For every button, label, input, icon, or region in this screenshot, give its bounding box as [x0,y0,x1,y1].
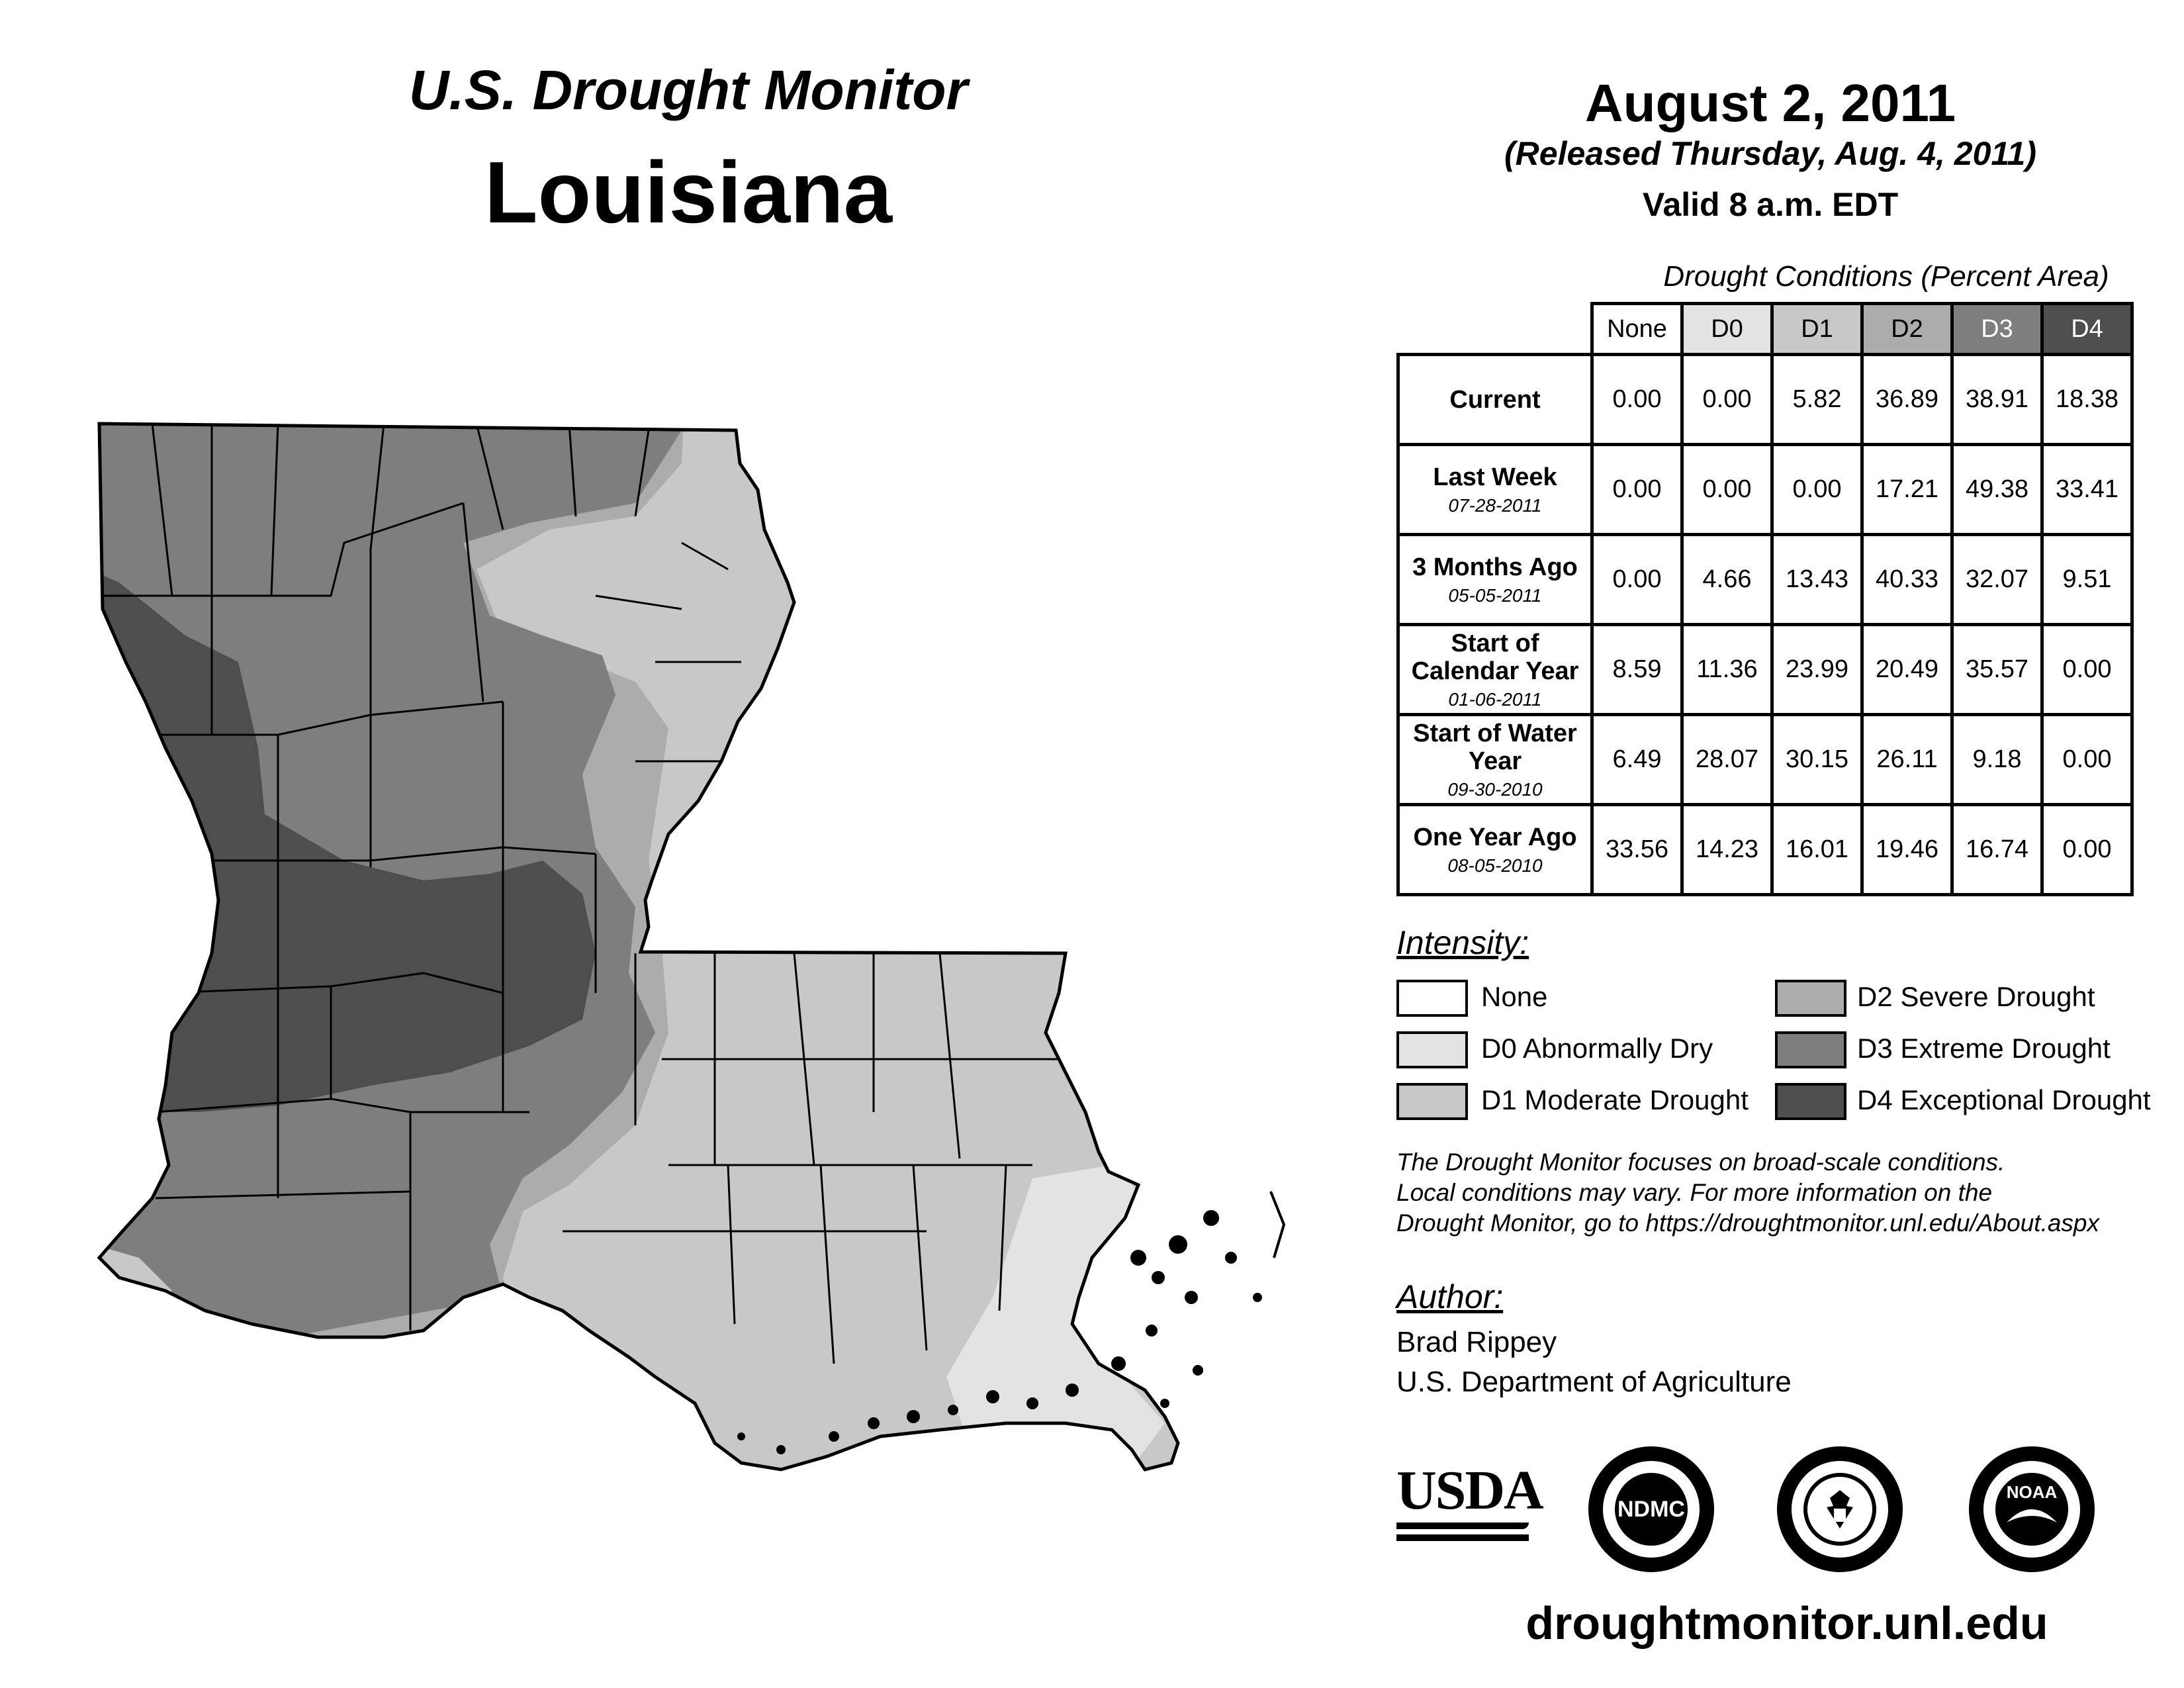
table-cell: 14.23 [1682,805,1772,895]
table-row [1398,535,2132,625]
noaa-logo-text: NOAA [2006,1481,2058,1502]
valid-time: Valid 8 a.m. EDT [1642,186,1899,223]
table-cell: 49.38 [1952,445,2042,535]
table-cell: 9.51 [2042,535,2132,625]
table-cell: 19.46 [1862,805,1952,895]
author-org: U.S. Department of Agriculture [1396,1366,1792,1398]
table-cell: 11.36 [1682,625,1772,715]
table-cell: 0.00 [2042,715,2132,805]
row-label: 3 Months Ago [1412,553,1578,581]
table-cell: 17.21 [1862,445,1952,535]
noaa-logo [1969,1446,2095,1572]
column-header-d4: D4 [2042,304,2132,355]
usda-logo-text: USDA [1396,1460,1543,1521]
legend-label-d4: D4 Exceptional Drought [1857,1084,2151,1115]
department-of-commerce-seal [1777,1446,1903,1572]
row-label-cell [1398,715,1592,805]
legend-swatch-d4 [1775,1083,1846,1120]
note-line: The Drought Monitor focuses on broad-scale conditions. [1396,1149,2005,1176]
legend-swatch-d3 [1775,1031,1846,1068]
legend-title: Intensity: [1396,924,1529,961]
row-label-cell [1398,445,1592,535]
table-cell: 0.00 [1592,445,1682,535]
row-date: 07-28-2011 [1448,494,1542,516]
table-cell: 5.82 [1772,355,1862,445]
legend-swatch-d1 [1396,1083,1468,1120]
table-caption: Drought Conditions (Percent Area) [1663,260,2109,293]
website-url[interactable]: droughtmonitor.unl.edu [1525,1597,2048,1649]
seagull-icon [2005,1503,2058,1525]
table-cell: 38.91 [1952,355,2042,445]
legend-label-d2: D2 Severe Drought [1857,981,2095,1012]
table-cell: 9.18 [1952,715,2042,805]
legend-label-none: None [1481,981,1548,1012]
table-cell: 0.00 [1592,355,1682,445]
table-cell: 35.57 [1952,625,2042,715]
usda-logo-stripe [1396,1534,1529,1541]
table-cell: 13.43 [1772,535,1862,625]
table-cell: 0.00 [2042,805,2132,895]
table-corner [1398,304,1592,355]
row-label: One Year Ago [1413,823,1577,851]
table-row [1398,805,2132,895]
row-label: Last Week [1433,463,1557,491]
legend-label-d3: D3 Extreme Drought [1857,1033,2111,1064]
table-cell: 23.99 [1772,625,1862,715]
table-cell: 16.01 [1772,805,1862,895]
note-line: Drought Monitor, go to https://droughtmonitor.unl.edu/About.aspx [1396,1209,2099,1237]
row-label: Start of Water Year [1413,719,1577,775]
legend-swatch-d2 [1775,980,1846,1017]
row-date: 08-05-2010 [1447,855,1543,876]
table-cell: 18.38 [2042,355,2132,445]
table-header-row [1398,304,2132,355]
row-date: 01-06-2011 [1448,688,1542,710]
table-cell: 6.49 [1592,715,1682,805]
table-cell: 0.00 [1682,355,1772,445]
table-cell: 8.59 [1592,625,1682,715]
legend-label-d1: D1 Moderate Drought [1481,1084,1749,1115]
note-line: Local conditions may vary. For more information on the [1396,1179,1993,1206]
table-cell: 16.74 [1952,805,2042,895]
author-title: Author: [1396,1278,1504,1315]
row-label: Current [1449,385,1541,414]
table-cell: 32.07 [1952,535,2042,625]
table-cell: 28.07 [1682,715,1772,805]
column-header-none: None [1592,304,1682,355]
map-title: U.S. Drought Monitor [408,59,968,121]
row-label-cell [1398,805,1592,895]
table-cell: 36.89 [1862,355,1952,445]
table-cell: 33.41 [2042,445,2132,535]
table-cell: 33.56 [1592,805,1682,895]
barrier-island [1271,1192,1284,1258]
legend-label-d0: D0 Abnormally Dry [1481,1033,1713,1064]
map-date: August 2, 2011 [1584,73,1956,132]
usda-logo [1396,1460,1543,1556]
column-header-d3: D3 [1952,304,2042,355]
row-label-cell [1398,355,1592,445]
eagle-shield-icon [1817,1486,1863,1532]
table-cell: 0.00 [1682,445,1772,535]
row-label-cell [1398,625,1592,715]
drought-conditions-table [1396,302,2134,896]
column-header-d0: D0 [1682,304,1772,355]
row-label: Start of Calendar Year [1411,629,1579,685]
table-row [1398,625,2132,715]
ndmc-logo-text: NDMC [1615,1473,1688,1546]
table-cell: 4.66 [1682,535,1772,625]
release-date: (Released Thursday, Aug. 4, 2011) [1504,135,2036,172]
state-title: Louisiana [484,144,893,241]
row-date: 09-30-2010 [1447,778,1543,800]
row-date: 05-05-2011 [1448,585,1542,606]
disclaimer-note [1396,1147,2158,1239]
table-row [1398,445,2132,535]
table-cell: 26.11 [1862,715,1952,805]
table-cell: 40.33 [1862,535,1952,625]
table-cell: 0.00 [1592,535,1682,625]
column-header-d1: D1 [1772,304,1862,355]
row-label-cell [1398,535,1592,625]
table-row [1398,355,2132,445]
legend-swatch-none [1396,980,1468,1017]
table-cell: 30.15 [1772,715,1862,805]
table-cell: 20.49 [1862,625,1952,715]
usda-logo-stripe [1396,1523,1529,1529]
table-cell: 0.00 [2042,625,2132,715]
table-row [1398,715,2132,805]
author-name: Brad Rippey [1396,1326,1557,1358]
column-header-d2: D2 [1862,304,1952,355]
legend-swatch-d0 [1396,1031,1468,1068]
table-cell: 0.00 [1772,445,1862,535]
ndmc-logo [1588,1446,1714,1572]
